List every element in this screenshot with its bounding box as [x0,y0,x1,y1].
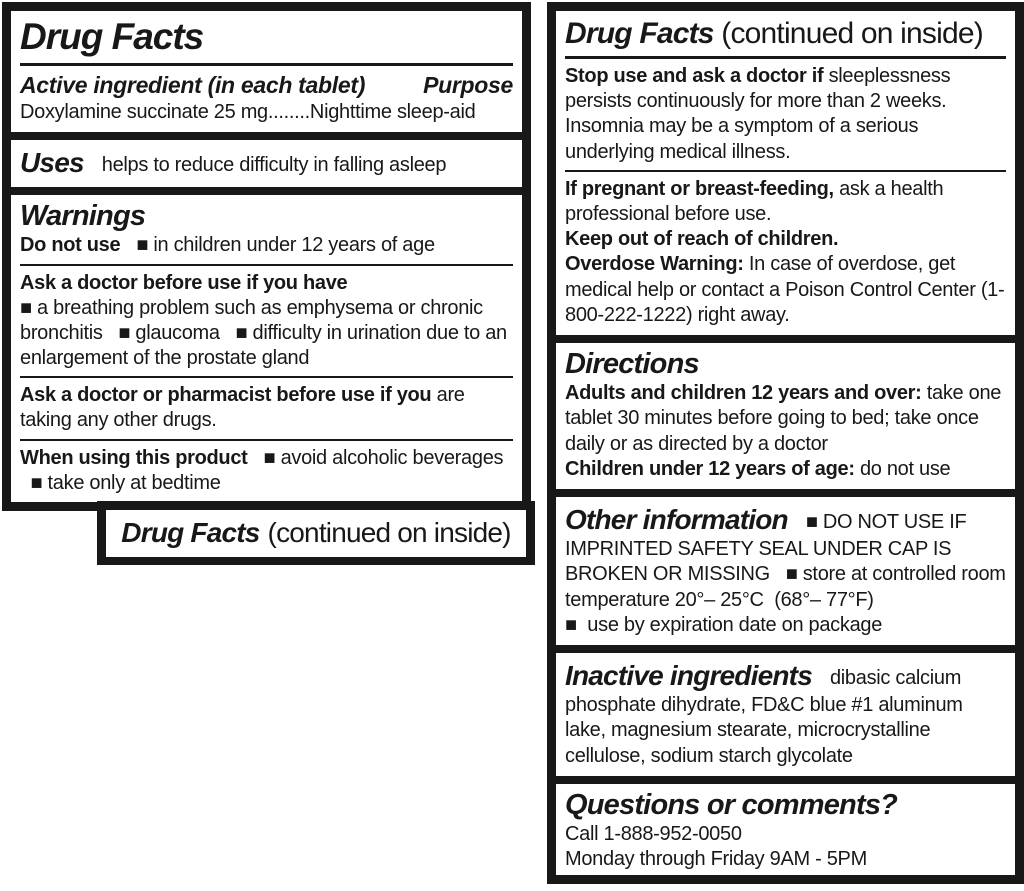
continued-title: Drug Facts [121,517,260,548]
section-stop-use-warnings [556,11,1015,335]
ask-doctor-items: ■ a breathing problem such as emphysema or chronic bronchitis ■ glaucoma ■ difficulty in urination due to an enlargement of the prostate gland [20,296,507,370]
other-information-line2: ■ use by expiration date on package [565,613,883,636]
questions-phone: Call 1-888-952-0050 [565,823,742,846]
drug-facts-title: Drug Facts [20,16,204,57]
ask-doctor-label-paragraph [20,271,513,296]
other-information-text: ■ DO NOT USE IF IMPRINTED SAFETY SEAL UNDER CAP IS BROKEN OR MISSING ■ store at controlled room temperature 20°– 25°C (68°– 77°F) [565,510,1006,611]
warnings-divider-1 [20,264,513,266]
section-uses [11,140,522,187]
inactive-ingredients-title: Inactive ingredients [565,659,812,691]
overdose-label: Overdose Warning: [565,253,744,276]
section-title-active-ingredient [11,11,522,132]
section-questions-comments [556,784,1015,875]
drug-facts-front-panel [2,2,531,511]
directions-children-text: do not use [859,457,951,480]
directions-title: Directions [565,347,699,380]
stop-use-divider [565,170,1006,172]
section-inactive-ingredients [556,653,1015,776]
do-not-use-paragraph [20,233,513,258]
ask-doctor-label: Ask a doctor before use if you have [20,271,348,294]
ask-pharmacist-text: are taking any other drugs. [20,384,465,432]
directions-adults-paragraph [565,381,1006,457]
active-ingredient-header-row [20,71,513,100]
when-using-paragraph [20,446,513,496]
section-directions [556,343,1015,489]
ask-pharmacist-paragraph [20,383,513,433]
continued-panel-title-suffix: (continued on inside) [721,17,983,50]
when-using-label: When using this product [20,446,248,469]
continued-panel-title-main: Drug Facts [565,17,714,50]
continued-panel-title [565,16,1006,52]
inactive-ingredients-paragraph [565,658,1006,769]
active-ingredient-header: Active ingredient (in each tablet) [20,71,366,98]
do-not-use-label: Do not use [20,234,121,257]
warnings-title: Warnings [20,199,146,232]
directions-children-paragraph [565,457,1006,482]
uses-title: Uses [20,146,84,178]
pregnant-paragraph [565,177,1006,227]
title-divider [20,63,513,66]
purpose-header: Purpose [423,71,513,98]
overdose-paragraph [565,252,1006,328]
questions-title: Questions or comments? [565,788,898,821]
directions-children-label: Children under 12 years of age: [565,457,855,480]
pregnant-label: If pregnant or breast-feeding, [565,177,834,200]
uses-paragraph [20,145,513,180]
uses-text: helps to reduce difficulty in falling asleep [101,153,447,176]
continued-title-divider [565,56,1006,59]
other-information-paragraph [565,502,1006,613]
inactive-ingredients-text: dibasic calcium phosphate dihydrate, FD&C blue #1 aluminum lake, magnesium stearate, microcrystalline cellulose, sodium starch glycolate [565,666,963,767]
warnings-divider-3 [20,439,513,441]
questions-hours: Monday through Friday 9AM - 5PM [565,848,867,871]
directions-adults-text: take one tablet 30 minutes before going to bed; take once daily or as directed by a doctor [565,382,1002,455]
continued-on-inside-inner [106,510,526,557]
stop-use-paragraph [565,64,1006,165]
active-ingredient-row: Doxylamine succinate 25 mg........Nighttime sleep-aid [20,100,476,123]
stop-use-label: Stop use and ask a doctor if [565,65,824,87]
overdose-text: In case of overdose, get medical help or contact a Poison Control Center (1-800-222-1222) right away. [565,253,1005,326]
do-not-use-text: ■ in children under 12 years of age [136,234,435,257]
continued-on-inside-box [97,501,535,565]
section-other-information [556,497,1015,645]
continued-suffix: (continued on inside) [267,517,511,548]
stop-use-text: sleeplessness persists continuously for more than 2 weeks. Insomnia may be a symptom of a serious underlying medical illness. [565,65,951,163]
pregnant-text: ask a health professional before use. [565,177,944,225]
keep-out-of-reach: Keep out of reach of children. [565,228,839,251]
warnings-divider-2 [20,376,513,378]
ask-pharmacist-label: Ask a doctor or pharmacist before use if you [20,384,432,407]
other-information-title: Other information [565,503,788,535]
when-using-text: ■ avoid alcoholic beverages ■ take only at bedtime [20,446,504,494]
drug-facts-continued-panel [547,2,1024,884]
directions-adults-label: Adults and children 12 years and over: [565,382,922,405]
section-warnings [11,195,522,502]
